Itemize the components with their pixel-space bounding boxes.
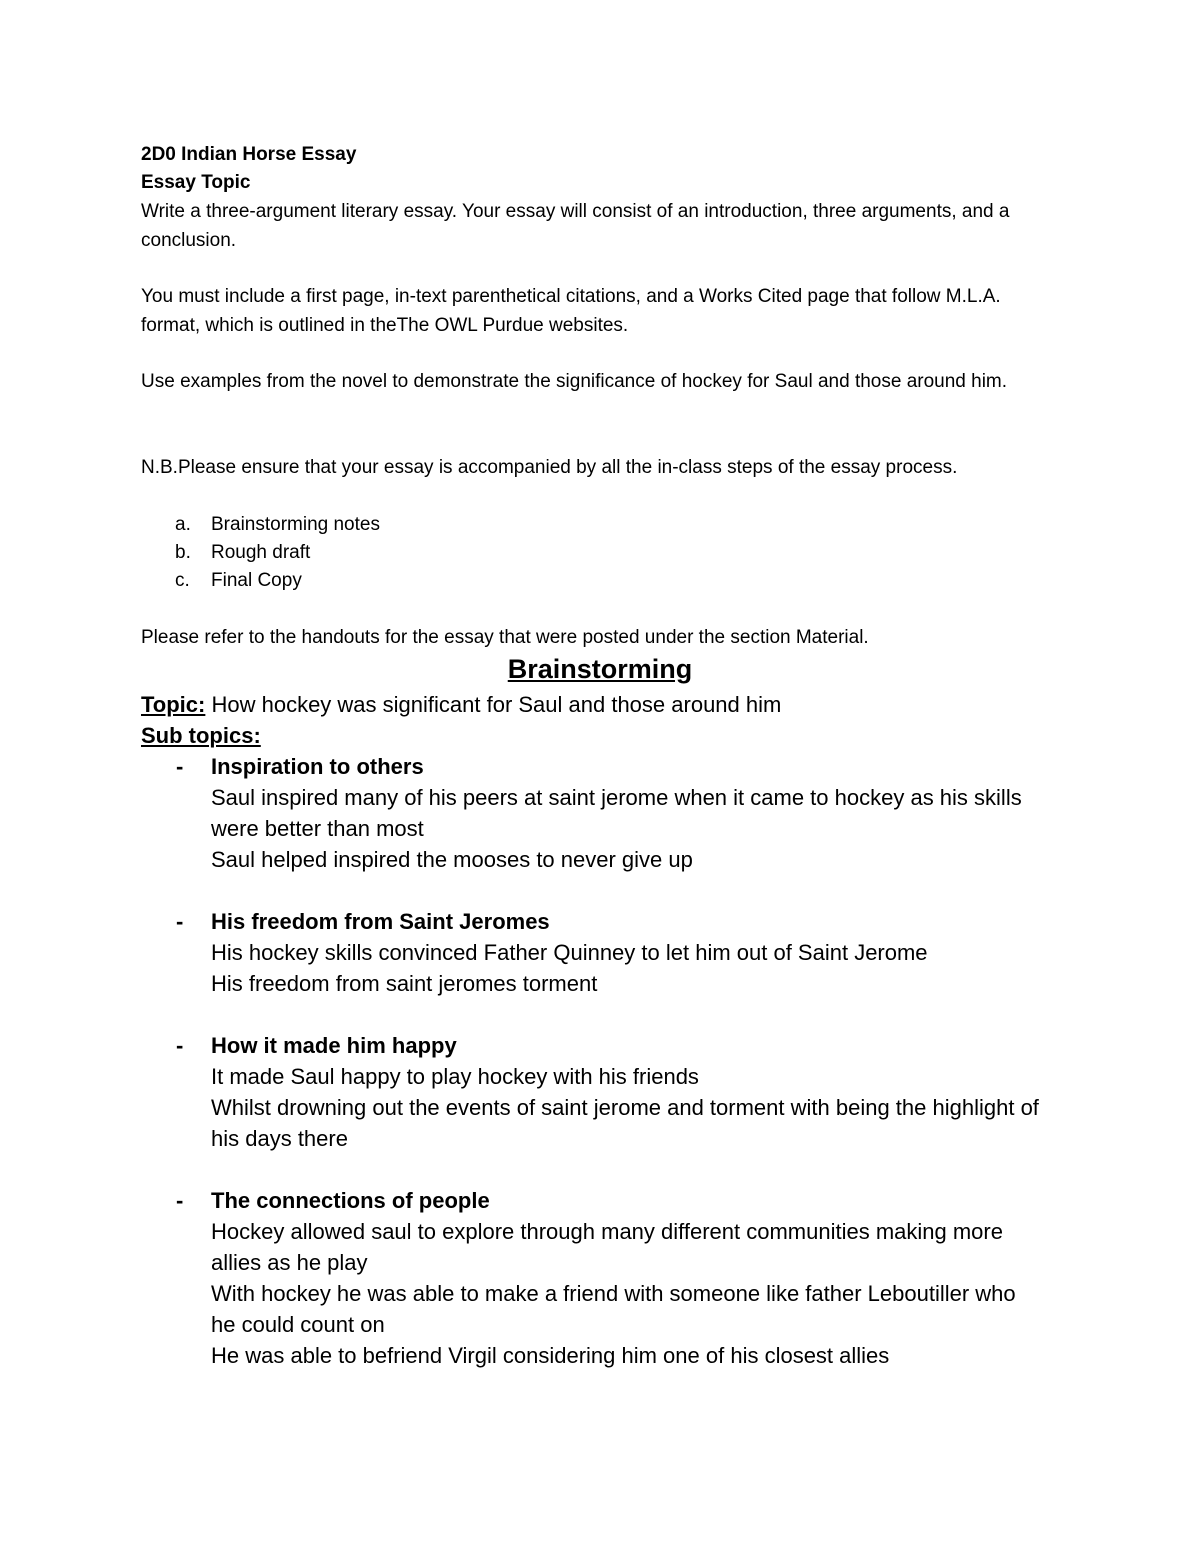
- subtopic-title: His freedom from Saint Jeromes: [211, 909, 550, 934]
- paragraph-note: N.B.Please ensure that your essay is accompanied by all the in-class steps of the essay process.: [141, 457, 958, 478]
- subtopic-title: Inspiration to others: [211, 754, 424, 779]
- subtopic-line: Whilst drowning out the events of saint jerome and torment with being the highlight of his days there: [211, 1095, 1039, 1151]
- topic-text: How hockey was significant for Saul and those around him: [205, 692, 782, 717]
- subtopic-line: Saul helped inspired the mooses to never give up: [211, 847, 693, 872]
- step-marker: a.: [175, 514, 191, 535]
- subtopic-line: Hockey allowed saul to explore through many different communities making more allies as he play: [211, 1219, 1003, 1275]
- dash-bullet: -: [176, 909, 184, 934]
- subtopic-line: He was able to befriend Virgil considering him one of his closest allies: [211, 1343, 890, 1368]
- step-marker: c.: [175, 570, 190, 591]
- step-item: Final Copy: [211, 570, 302, 591]
- subtopic-line: His freedom from saint jeromes torment: [211, 971, 598, 996]
- paragraph-instructions: Write a three-argument literary essay. Your essay will consist of an introduction, three arguments, and a conclusion.: [141, 201, 1010, 251]
- dash-bullet: -: [176, 754, 184, 779]
- step-marker: b.: [175, 542, 191, 563]
- subtopic-title: The connections of people: [211, 1188, 490, 1213]
- subtopic-line: His hockey skills convinced Father Quinney to let him out of Saint Jerome: [211, 940, 928, 965]
- dash-bullet: -: [176, 1033, 184, 1058]
- paragraph-closing: Please refer to the handouts for the essay that were posted under the section Material.: [141, 627, 869, 648]
- brainstorming-heading: Brainstorming: [507, 654, 693, 684]
- document-title: 2D0 Indian Horse Essay: [141, 144, 357, 165]
- paragraph-format: You must include a first page, in-text parenthetical citations, and a Works Cited page that follow M.L.A. format, which is outlined in theThe OWL Purdue websites.: [141, 286, 1001, 336]
- step-item: Rough draft: [211, 542, 311, 563]
- step-item: Brainstorming notes: [211, 514, 380, 535]
- subtopics-label: Sub topics:: [141, 723, 261, 748]
- topic-label: Topic:: [141, 692, 206, 717]
- subtopic-line: With hockey he was able to make a friend with someone like father Leboutiller who he could count on: [211, 1281, 1016, 1337]
- subtopic-line: It made Saul happy to play hockey with his friends: [211, 1064, 699, 1089]
- topic-line: [141, 689, 781, 720]
- dash-bullet: -: [176, 1188, 184, 1213]
- essay-topic-label: Essay Topic: [141, 172, 251, 193]
- subtopic-line: Saul inspired many of his peers at saint jerome when it came to hockey as his skills were better than most: [211, 785, 1022, 841]
- paragraph-examples: Use examples from the novel to demonstrate the significance of hockey for Saul and those around him.: [141, 371, 1008, 392]
- subtopic-title: How it made him happy: [211, 1033, 457, 1058]
